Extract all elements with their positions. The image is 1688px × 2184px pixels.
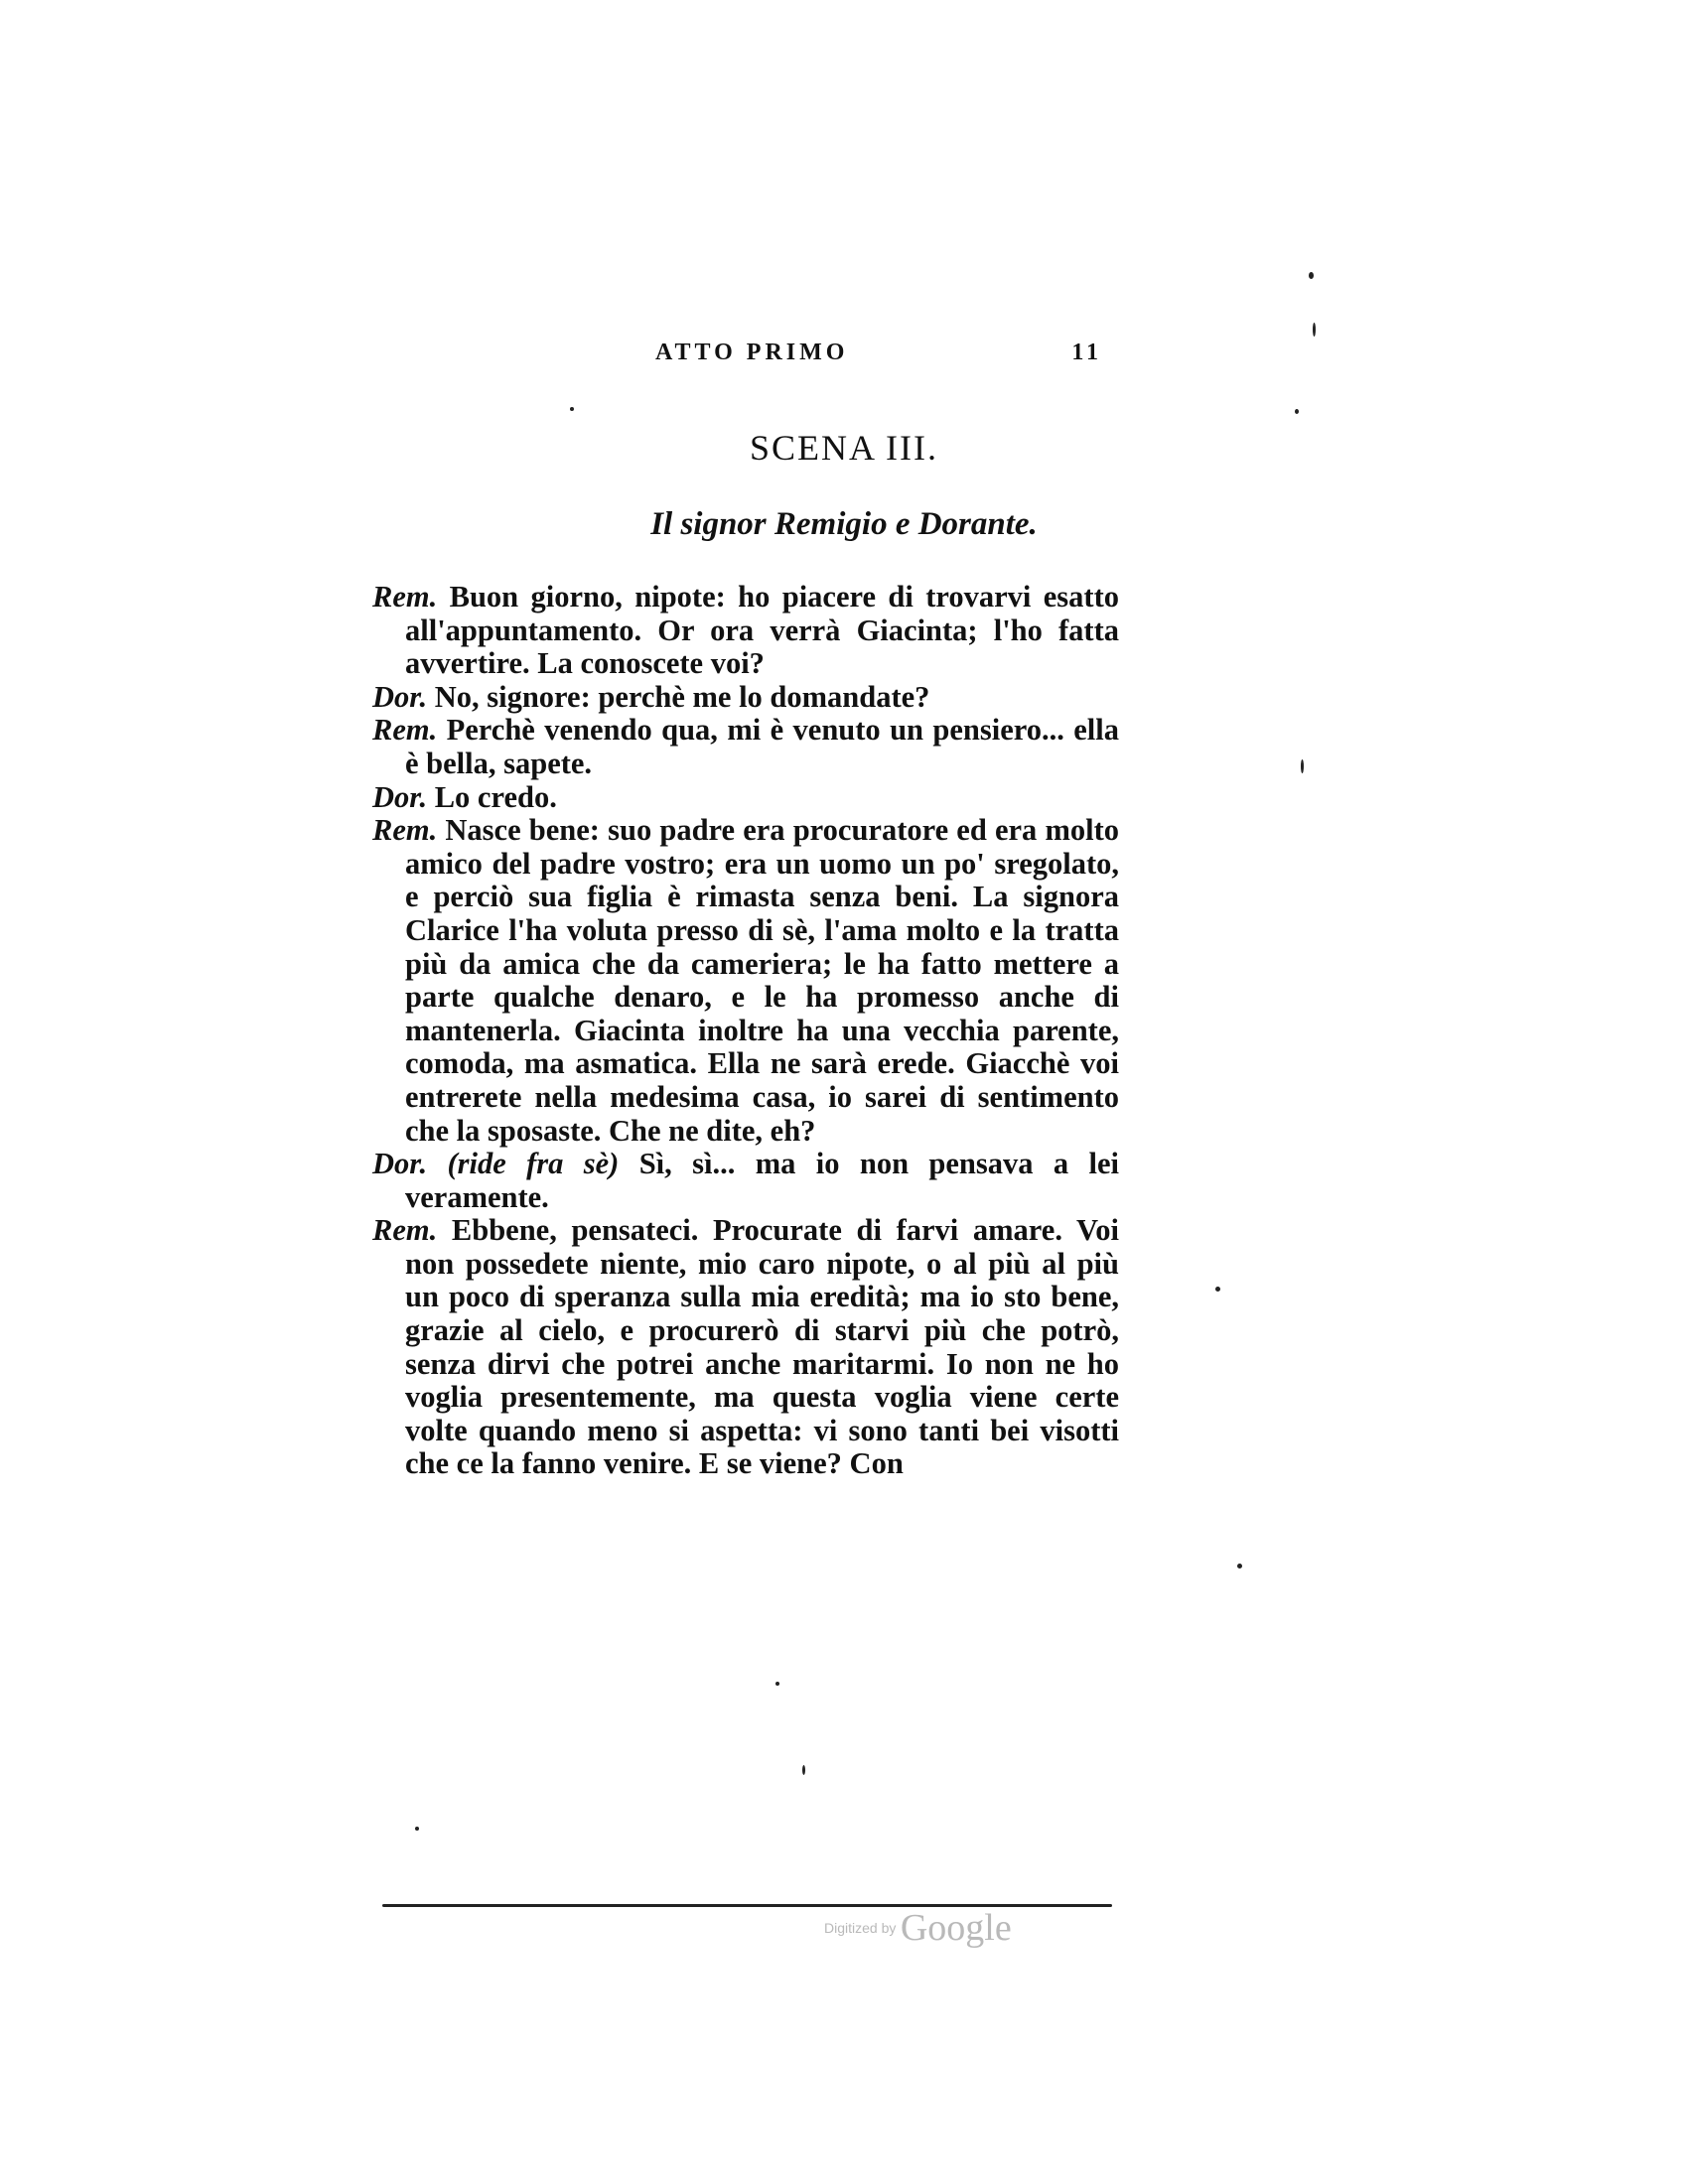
page-header [655,340,1102,379]
speech-2 [372,681,1119,715]
speech-1 [372,581,1119,681]
speaker-name: Dor. [372,779,428,814]
speech-text: Perchè venendo qua, mi è venuto un pensiero... ella è bella, sapete. [405,713,1119,780]
scan-speck [802,1765,805,1775]
speech-3 [372,714,1119,780]
speech-4 [372,781,1119,815]
running-title: ATTO PRIMO [655,340,849,365]
scene-title: SCENA III. [750,428,938,468]
speech-6 [372,1148,1119,1214]
speaker-name: Rem. [372,1213,438,1248]
speech-7 [372,1214,1119,1481]
speech-text: Buon giorno, nipote: ho piacere di trovarvi esatto all'appuntamento. Or ora verrà Giacinta; l'ho fatta avvertire. La conoscete voi? [405,580,1119,681]
stage-direction: (ride fra sè) [447,1147,620,1181]
scan-speck [1301,759,1304,773]
scan-speck [1237,1564,1242,1569]
scan-speck [1215,1287,1220,1292]
digitization-watermark [824,1906,1012,1950]
speaker-name: Rem. [372,713,438,748]
scene-characters: Il signor Remigio e Dorante. [650,506,1038,542]
google-logo: Google [900,1907,1012,1949]
scan-speck [1313,323,1316,337]
scan-speck [775,1682,779,1686]
speech-5 [372,814,1119,1148]
speech-text: No, signore: perchè me lo domandate? [434,679,930,714]
speaker-name: Dor. [372,679,428,714]
watermark-prefix: Digitized by [824,1920,897,1936]
speaker-name: Rem. [372,813,438,848]
scan-speck [1295,409,1299,414]
speech-text: Ebbene, pensateci. Procurate di farvi amare. Voi non possedete niente, mio caro nipote, o al più al più un poco di speranza sulla mia eredità; ma io sto bene, grazie al cielo, e procurerò di starvi più che potrò, senza dirvi che potrei anche maritarmi. Io non ne ho voglia presentemente, ma questa voglia viene certe volte quando meno si aspetta: vi sono tanti bei visotti che ce la fanno venire. E se viene? Con [405,1213,1119,1481]
speech-text: Lo credo. [434,779,557,814]
speaker-name: Rem. [372,580,438,614]
scan-speck [1309,272,1314,279]
speech-text: Nasce bene: suo padre era procuratore ed era molto amico del padre vostro; era un uomo un po' sregolato, e perciò sua figlia è rimasta senza beni. La signora Clarice l'ha voluta presso di sè, l'ama molto e la tratta più da amica che da cameriera; le ha fatto mettere a parte qualche denaro, e le ha promesso anche di mantenerla. Giacinta inoltre ha una vecchia parente, comoda, ma asmatica. Ella ne sarà erede. Giacchè voi entrerete nella medesima casa, io sarei di sentimento che la sposaste. Che ne dite, eh? [405,813,1120,1148]
scan-speck [415,1827,419,1831]
page-number: 11 [1071,340,1102,365]
speaker-name: Dor. [372,1147,428,1181]
dialogue-block [372,581,1119,1481]
speech-text: Sì, sì... ma io non pensava a lei veramente. [405,1147,1119,1214]
scan-speck [570,407,574,411]
